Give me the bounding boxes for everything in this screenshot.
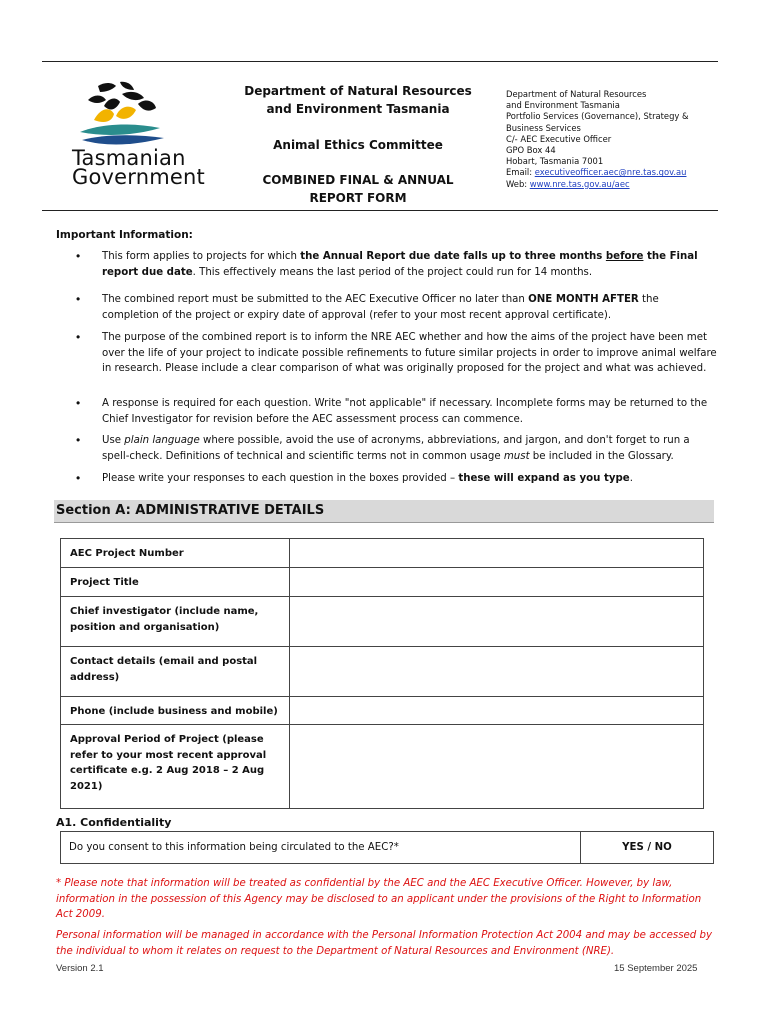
email-line (506, 167, 689, 178)
web-label: Web: (506, 178, 530, 189)
header-bottom-rule (42, 210, 718, 211)
bullet-1-text-c: before (605, 251, 644, 262)
bullet-glyph: • (76, 249, 81, 263)
bullet-5-text-b: plain language (124, 435, 200, 446)
bullet-2-text-b: ONE MONTH AFTER (528, 294, 639, 305)
aec-project-number-input[interactable] (290, 539, 704, 568)
footer-version: Version 2.1 (56, 963, 104, 974)
field-label: AEC Project Number (61, 539, 290, 568)
bullet-glyph: • (76, 433, 81, 447)
web-link[interactable]: www.nre.tas.gov.au/aec (529, 178, 630, 189)
a1-confidentiality-heading: A1. Confidentiality (56, 816, 172, 829)
info-bullet-5 (102, 433, 717, 464)
table-row (61, 697, 704, 725)
tasmanian-government-logo (60, 80, 205, 190)
bullet-6-text-a: Please write your responses to each question in the boxes provided – (102, 473, 459, 484)
bullet-glyph: • (76, 396, 81, 410)
confidentiality-note: * Please note that information will be treated as confidential by the AEC and the AEC Executive Officer. However, by law, information in the possession of this Agency may be disclosed to an applicant under the provisions of the Right to Information Act 2009. (56, 878, 702, 920)
header-top-rule (42, 61, 718, 62)
field-label: Chief investigator (include name, position and organisation) (61, 597, 290, 647)
bullet-6-text-c: . (629, 473, 633, 484)
info-bullet-2 (102, 292, 717, 323)
table-row (61, 597, 704, 647)
project-title-input[interactable] (290, 568, 704, 597)
important-info-heading: Important Information: (56, 229, 193, 241)
department-name-line2: and Environment Tasmania (266, 102, 450, 116)
info-bullet-1 (102, 249, 717, 280)
email-link[interactable]: executiveofficer.aec@nre.tas.gov.au (534, 167, 687, 178)
address-line: GPO Box 44 (506, 145, 556, 156)
bullet-5-text-c: where possible, avoid the use of acronyms, abbreviations, and jargon, and don't forget to run a spell-check. Definitions of technical and scientific terms not in common usage (102, 435, 690, 462)
address-line: Department of Natural Resources (506, 89, 647, 99)
web-line (506, 179, 689, 190)
bullet-1-text-d: the Final report due date (102, 251, 698, 278)
bullet-glyph: • (76, 471, 81, 485)
table-row (61, 832, 714, 864)
committee-name: Animal Ethics Committee (273, 138, 443, 152)
address-line: Business Services (506, 122, 581, 133)
address-line: C/- AEC Executive Officer (506, 133, 612, 144)
consent-yes-no-field[interactable]: YES / NO (581, 832, 714, 864)
bullet-2-text-a: The combined report must be submitted to the AEC Executive Officer no later than (102, 294, 529, 305)
thylacine-logo-icon (60, 80, 200, 152)
address-line: Portfolio Services (Governance), Strategy & (506, 111, 689, 122)
field-label: Approval Period of Project (please refer to your most recent approval certificate e.g. 2 Aug 2018 – 2 Aug 2021) (61, 725, 290, 809)
bullet-1-text-b: the Annual Report due date falls up to three months (300, 251, 606, 262)
form-title-line1: COMBINED FINAL & ANNUAL (262, 173, 454, 187)
field-label: Project Title (61, 568, 290, 597)
bullet-2-text-c: the completion of the project or expiry date of approval (refer to your most recent approval certificate). (102, 294, 659, 321)
logo-text-tasmanian: Tasmanian (72, 146, 186, 170)
chief-investigator-input[interactable] (290, 597, 704, 647)
table-row (61, 725, 704, 809)
bullet-1-text-e: . This effectively means the last period of the project could run for 14 months. (192, 266, 593, 278)
info-bullet-4: A response is required for each question. Write "not applicable" if necessary. Incomplete forms may be returned to the Chief Investigator for revision before the AEC assessment process can commence. (102, 398, 708, 425)
bullet-glyph: • (76, 330, 81, 344)
contact-address-block (506, 89, 689, 190)
confidentiality-table (60, 831, 714, 864)
email-label: Email: (506, 167, 535, 178)
field-label: Phone (include business and mobile) (61, 697, 290, 725)
bullet-glyph: • (76, 292, 81, 306)
section-a-title: Section A: ADMINISTRATIVE DETAILS (56, 503, 325, 518)
info-bullet-6 (102, 471, 717, 487)
section-a-header (54, 500, 714, 523)
form-title-line2: REPORT FORM (309, 191, 407, 205)
contact-details-input[interactable] (290, 647, 704, 697)
table-row (61, 539, 704, 568)
bullet-1-text-a: This form applies to projects for which (102, 251, 301, 262)
field-label: Contact details (email and postal address) (61, 647, 290, 697)
consent-question: Do you consent to this information being circulated to the AEC?* (61, 832, 581, 864)
address-line: Hobart, Tasmania 7001 (506, 156, 604, 167)
department-name-line1: Department of Natural Resources (244, 84, 472, 98)
address-line: and Environment Tasmania (506, 100, 620, 111)
bullet-5-text-a: Use (102, 435, 125, 446)
footer-date: 15 September 2025 (614, 963, 698, 974)
approval-period-input[interactable] (290, 725, 704, 809)
administrative-details-table (60, 538, 704, 809)
bullet-5-text-e: be included in the Glossary. (529, 450, 674, 462)
personal-information-note: Personal information will be managed in accordance with the Personal Information Protection Act 2004 and may be accessed by the individual to whom it relates on request to the Department of Natural Resources and Environment (NRE). (56, 930, 712, 957)
phone-input[interactable] (290, 697, 704, 725)
bullet-5-text-d: must (503, 450, 530, 462)
table-row (61, 647, 704, 697)
table-row (61, 568, 704, 597)
bullet-6-text-b: these will expand as you type (458, 473, 630, 484)
logo-text-government: Government (72, 165, 205, 189)
info-bullet-3: The purpose of the combined report is to inform the NRE AEC whether and how the aims of the project have been met over the life of your project to indicate possible refinements to future similar projects in order to improve animal welfare in research. Please include a clear comparison of what was originally proposed for the project and what was achieved. (102, 332, 717, 374)
